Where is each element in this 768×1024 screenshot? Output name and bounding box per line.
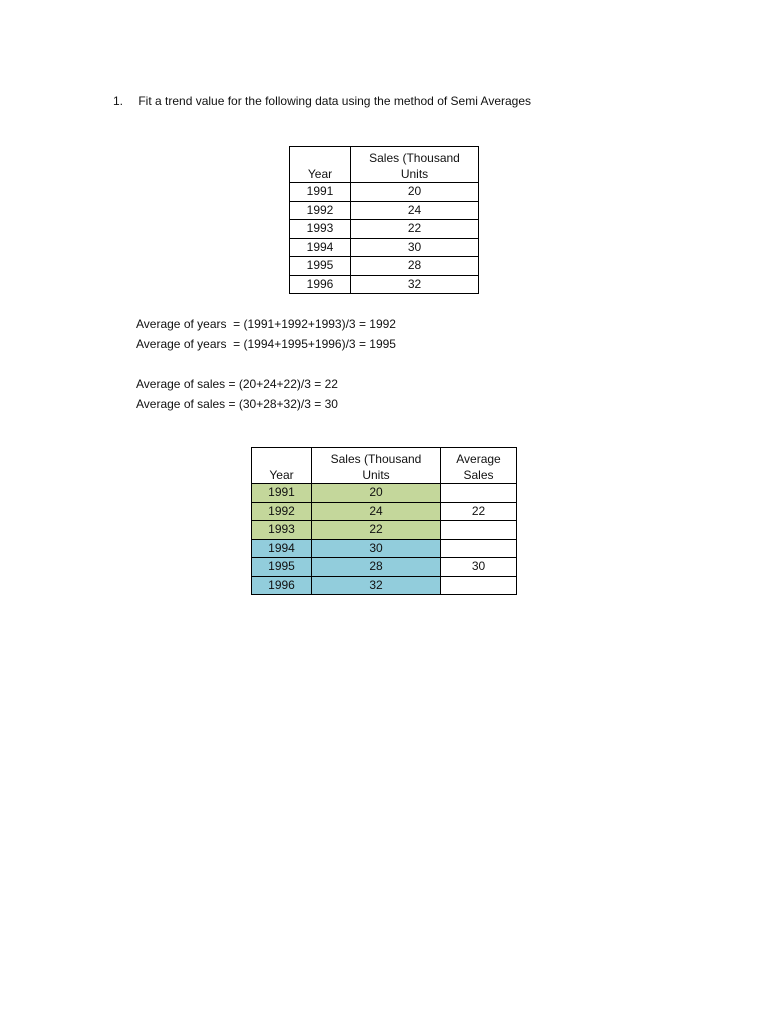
sales-cell: 20 [312, 484, 441, 503]
year-cell: 1992 [290, 201, 351, 220]
sales-average-calculations [136, 374, 338, 414]
year-column-header: Year [290, 147, 351, 183]
average-cell [441, 576, 517, 595]
year-average-line: Average of years = (1991+1992+1993)/3 = 1992 [136, 317, 396, 331]
table-row [290, 220, 479, 239]
sales-cell: 30 [312, 539, 441, 558]
sales-cell: 28 [312, 558, 441, 577]
sales-header-line1: Sales (Thousand [369, 151, 460, 165]
sales-column-header [351, 147, 479, 183]
table-row [252, 502, 517, 521]
year-cell: 1993 [252, 521, 312, 540]
semi-average-table [251, 447, 517, 595]
table-row [290, 238, 479, 257]
table-row [252, 521, 517, 540]
average-header-line1: Average [456, 452, 501, 466]
sales-data-table [289, 146, 479, 294]
sales-cell: 22 [351, 220, 479, 239]
year-cell: 1995 [252, 558, 312, 577]
average-cell: 30 [441, 558, 517, 577]
year-average-calculations [136, 314, 396, 354]
sales-header-line1: Sales (Thousand [330, 452, 422, 466]
year-cell: 1995 [290, 257, 351, 276]
table-row [252, 558, 517, 577]
sales-cell: 32 [351, 275, 479, 294]
average-cell [441, 521, 517, 540]
question-number: 1. [113, 94, 124, 108]
table-row [290, 201, 479, 220]
sales-cell: 24 [312, 502, 441, 521]
sales-average-line: Average of sales = (20+24+22)/3 = 22 [136, 377, 338, 391]
average-header-line2: Sales [463, 468, 494, 482]
year-average-line: Average of years = (1994+1995+1996)/3 = 1995 [136, 337, 396, 351]
year-cell: 1992 [252, 502, 312, 521]
year-cell: 1991 [290, 183, 351, 202]
question-text: Fit a trend value for the following data using the method of Semi Averages [138, 94, 532, 108]
table-row [290, 275, 479, 294]
sales-cell: 22 [312, 521, 441, 540]
table-row [290, 183, 479, 202]
average-cell [441, 539, 517, 558]
year-cell: 1996 [290, 275, 351, 294]
sales-average-line: Average of sales = (30+28+32)/3 = 30 [136, 397, 338, 411]
sales-cell: 20 [351, 183, 479, 202]
average-column-header [441, 448, 517, 484]
sales-header-line2: Units [400, 167, 429, 181]
sales-cell: 32 [312, 576, 441, 595]
average-cell [441, 484, 517, 503]
year-cell: 1993 [290, 220, 351, 239]
sales-cell: 24 [351, 201, 479, 220]
year-cell: 1996 [252, 576, 312, 595]
sales-column-header [312, 448, 441, 484]
sales-cell: 28 [351, 257, 479, 276]
table-row [290, 257, 479, 276]
sales-header-line2: Units [362, 468, 390, 482]
average-cell: 22 [441, 502, 517, 521]
year-cell: 1994 [290, 238, 351, 257]
table-row [252, 484, 517, 503]
year-cell: 1991 [252, 484, 312, 503]
question-heading [113, 94, 531, 108]
year-column-header: Year [252, 448, 312, 484]
table-header-row [290, 147, 479, 183]
table-header-row [252, 448, 517, 484]
sales-cell: 30 [351, 238, 479, 257]
table-row [252, 576, 517, 595]
year-cell: 1994 [252, 539, 312, 558]
table-row [252, 539, 517, 558]
